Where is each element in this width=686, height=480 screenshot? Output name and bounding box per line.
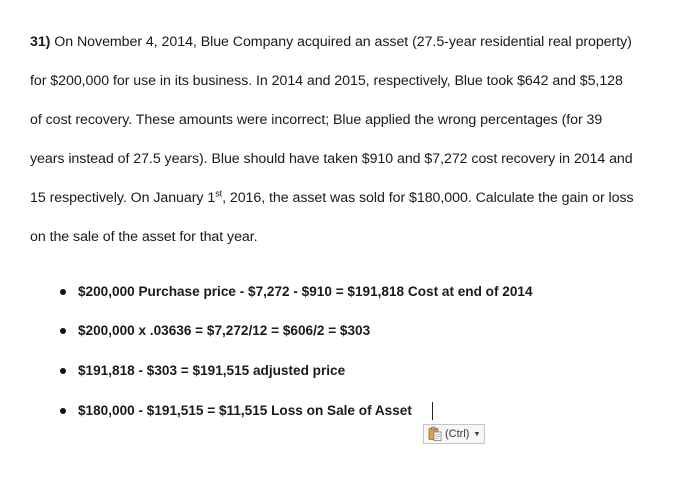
chevron-down-icon: ▼ — [473, 430, 481, 438]
bullet-icon — [60, 368, 66, 374]
question-line-6: on the sale of the asset for that year. — [30, 229, 258, 245]
question-line-5-start: 15 respectively. On January 1 — [30, 190, 216, 206]
paste-options-label: (Ctrl) — [445, 428, 470, 440]
question-line-4: years instead of 27.5 years). Blue should have taken $910 and $7,272 cost recovery in 2014 and — [30, 151, 633, 167]
question-number: 31) — [30, 34, 51, 50]
question-line-1-text: On November 4, 2014, Blue Company acquired an asset (27.5-year residential real property) — [54, 34, 632, 50]
question-line-5 — [30, 190, 634, 206]
question-line-3: of cost recovery. These amounts were incorrect; Blue applied the wrong percentages (for 39 — [30, 112, 603, 128]
question-line-5-end: , 2016, the asset was sold for $180,000. Calculate the gain or loss — [222, 190, 634, 206]
text-cursor — [432, 402, 433, 420]
bullet-icon — [60, 328, 66, 334]
bullet-text: $180,000 - $191,515 = $11,515 Loss on Sale of Asset — [78, 403, 412, 418]
bullet-icon — [60, 289, 66, 295]
clipboard-icon — [427, 426, 443, 442]
question-line-2: for $200,000 for use in its business. In 2014 and 2015, respectively, Blue took $642 and $5,128 — [30, 73, 623, 89]
bullet-icon — [60, 408, 66, 414]
question-line-1 — [30, 34, 632, 50]
bullet-text: $200,000 Purchase price - $7,272 - $910 = $191,818 Cost at end of 2014 — [78, 284, 533, 299]
paste-options-button[interactable] — [423, 424, 485, 444]
bullet-text: $200,000 x .03636 = $7,272/12 = $606/2 = $303 — [78, 323, 371, 338]
bullet-text: $191,818 - $303 = $191,515 adjusted price — [78, 363, 346, 378]
ordinal-superscript: st — [215, 188, 223, 199]
